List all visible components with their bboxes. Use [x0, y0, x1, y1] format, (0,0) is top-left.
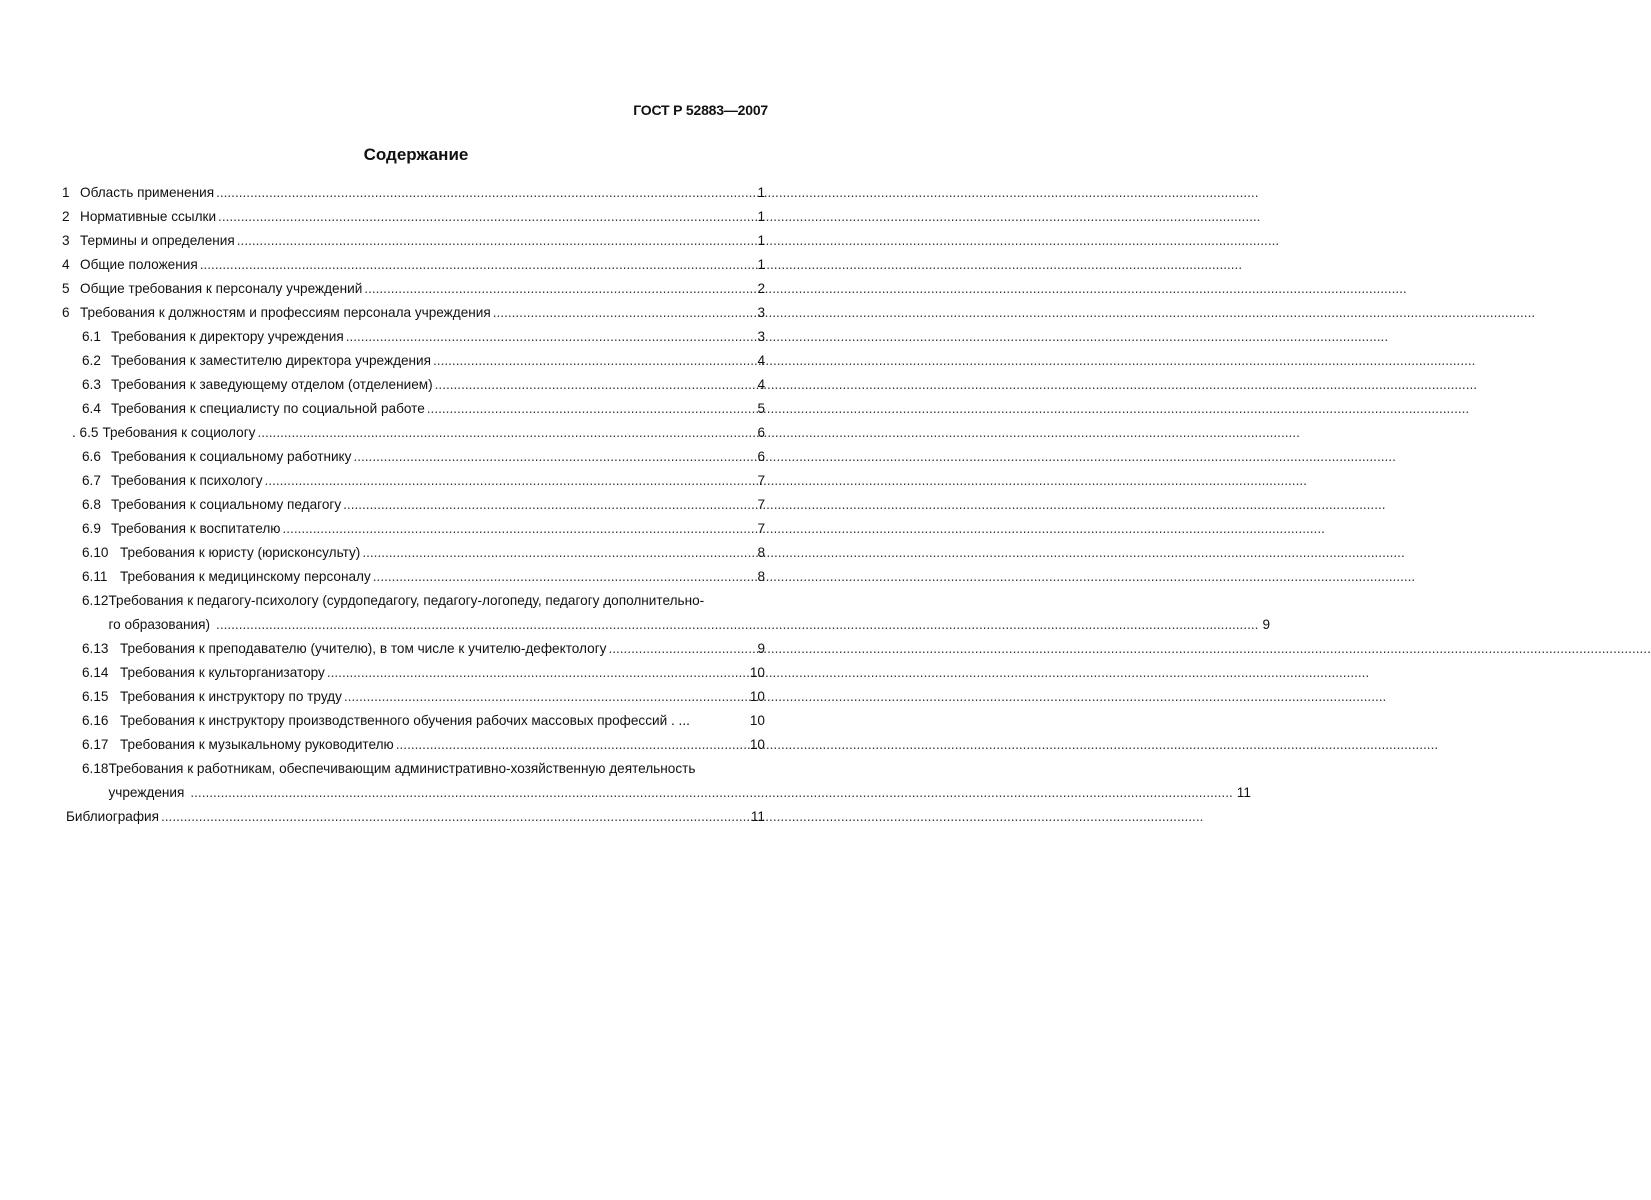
toc-entry [0, 349, 849, 373]
toc-entry [0, 757, 1251, 805]
toc-entry-title: Требования к психологу [111, 473, 263, 488]
toc-entry-page: 8 [757, 569, 765, 584]
toc-entry-page: 7 [757, 473, 765, 488]
toc-entry-number: 6.17 [82, 737, 109, 752]
dot-leader [427, 397, 754, 421]
toc-entry-page: 8 [757, 545, 765, 560]
dot-leader [608, 637, 753, 661]
toc-entry [0, 661, 849, 685]
toc-entry [0, 229, 849, 253]
table-of-contents [0, 181, 1271, 829]
toc-entry-title: Область применения [80, 185, 215, 200]
toc-entry [0, 205, 849, 229]
toc-entry [0, 421, 849, 445]
dot-leader [200, 253, 754, 277]
toc-entry-number: 6 [62, 305, 70, 320]
toc-entry-number: 6.4 [82, 401, 101, 416]
toc-entry-title: Требования к культорганизатору [120, 665, 325, 680]
toc-entry [0, 685, 849, 709]
toc-entry-page: 1 [757, 185, 765, 200]
toc-entry-bibliography [0, 805, 849, 829]
toc-entry-title: Требования к медицинскому персоналу [120, 569, 371, 584]
toc-entry-title: Требования к директору учреждения [111, 329, 344, 344]
toc-entry-page: 4 [757, 353, 765, 368]
toc-entry-title: Общие требования к персоналу учреждений [80, 281, 363, 296]
dot-leader [282, 517, 753, 541]
toc-entry-number: 6.9 [82, 521, 101, 536]
toc-entry-number: 6.14 [82, 665, 109, 680]
dot-leader [327, 661, 746, 685]
toc-entry-number: 6.15 [82, 689, 109, 704]
dot-leader [237, 229, 754, 253]
document-code: ГОСТ Р 52883—2007 [633, 102, 768, 118]
toc-entry [0, 733, 849, 757]
toc-entry-page: 1 [757, 209, 765, 224]
toc-entry-number: 6.2 [82, 353, 101, 368]
toc-entry-title-line1: Требования к работникам, обеспечивающим административно-хозяйственную деятельность [108, 761, 696, 776]
toc-entry-number: 6.13 [82, 641, 109, 656]
toc-entry [0, 541, 849, 565]
dot-leader [362, 541, 753, 565]
toc-entry-page: 9 [757, 641, 765, 656]
toc-entry [0, 397, 849, 421]
toc-entry [0, 709, 849, 733]
toc-entry-page: 3 [757, 305, 765, 320]
toc-entry [0, 445, 849, 469]
toc-entry-page: 10 [749, 737, 765, 752]
toc-entry-page: 9 [1262, 617, 1271, 632]
toc-entry-number: 6.16 [82, 713, 109, 728]
toc-entry-title: Требования к воспитателю [111, 521, 281, 536]
dot-leader [364, 277, 753, 301]
dot-leader [190, 781, 1232, 805]
dot-leader [346, 325, 754, 349]
toc-entry-title: Требования к специалисту по социальной работе [111, 401, 425, 416]
toc-entry-title-line2: учреждения [108, 785, 185, 800]
toc-entry-page: 10 [749, 665, 765, 680]
dot-leader [373, 565, 754, 589]
toc-entry-title: Требования к инструктору по труду [120, 689, 342, 704]
toc-entry-page: 11 [750, 809, 765, 824]
toc-entry-title: Требования к социологу [102, 425, 256, 440]
dot-leader [216, 181, 753, 205]
toc-entry-number: 6.10 [82, 545, 109, 560]
toc-entry-page: 2 [757, 281, 765, 296]
toc-entry [0, 253, 849, 277]
toc-entry-page: 4 [757, 377, 765, 392]
toc-entry [0, 589, 1271, 637]
dot-leader [265, 469, 754, 493]
toc-entry-page: 7 [757, 521, 765, 536]
toc-entry [0, 565, 849, 589]
toc-entry-page: 7 [757, 497, 765, 512]
toc-title: Содержание [363, 145, 469, 164]
toc-entry [0, 637, 849, 661]
toc-entry-title: Нормативные ссылки [80, 209, 217, 224]
dot-leader [344, 685, 746, 709]
toc-entry-title: Требования к заместителю директора учреждения [111, 353, 432, 368]
toc-entry-number: 2 [62, 209, 70, 224]
toc-entry [0, 181, 849, 205]
toc-entry-page: 10 [749, 689, 765, 704]
dot-leader [343, 493, 753, 517]
toc-entry-title: Требования к социальному работнику [111, 449, 352, 464]
toc-entry-page: 6 [757, 449, 765, 464]
toc-entry [0, 301, 849, 325]
toc-entry-page: 11 [1236, 785, 1251, 800]
toc-entry-title: Требования к преподавателю (учителю), в том числе к учителю-дефектологу [120, 641, 607, 656]
dot-leader [433, 349, 753, 373]
toc-entry-title-line1: Требования к педагогу-психологу (сурдопедагогу, педагогу-логопеду, педагогу дополнительно- [108, 593, 705, 608]
dot-leader [161, 805, 747, 829]
toc-entry-number: 4 [62, 257, 70, 272]
dot-leader [353, 445, 753, 469]
toc-entry-title: Требования к музыкальному руководителю [120, 737, 394, 752]
toc-entry-number: 6.18 [82, 761, 109, 776]
toc-entry-number: 6.7 [82, 473, 101, 488]
toc-entry [0, 469, 849, 493]
toc-entry-number: 6.6 [82, 449, 101, 464]
dot-leader [435, 373, 754, 397]
toc-entry-title: Общие положения [80, 257, 198, 272]
toc-entry-number: 6.12 [82, 593, 109, 608]
toc-entry-page: 3 [757, 329, 765, 344]
toc-entry-number: 3 [62, 233, 70, 248]
toc-entry-title: Требования к должностям и профессиям персонала учреждения [80, 305, 491, 320]
toc-entry [0, 493, 849, 517]
dot-leader [257, 421, 753, 445]
toc-entry-number: 1 [62, 185, 70, 200]
dot-leader [218, 205, 753, 229]
toc-entry [0, 325, 849, 349]
toc-entry-page: 1 [757, 257, 765, 272]
toc-entry-title: Библиография [66, 809, 159, 824]
toc-entry-number: 6.11 [82, 569, 108, 584]
toc-entry [0, 517, 849, 541]
toc-entry [0, 373, 849, 397]
toc-entry-number: . 6.5 [72, 425, 99, 440]
toc-entry-title: Термины и определения [80, 233, 235, 248]
toc-entry-number: 5 [62, 281, 70, 296]
toc-entry-title: Требования к заведующему отделом (отделением) [111, 377, 433, 392]
dot-leader [396, 733, 746, 757]
toc-entry-page: 5 [757, 401, 765, 416]
toc-entry [0, 277, 849, 301]
toc-entry-title: Требования к социальному педагогу [111, 497, 342, 512]
dot-leader [216, 613, 1258, 637]
dot-leader [493, 301, 754, 325]
toc-entry-number: 6.1 [82, 329, 101, 344]
toc-entry-number: 6.8 [82, 497, 101, 512]
toc-entry-number: 6.3 [82, 377, 101, 392]
toc-entry-page: 10 [749, 713, 765, 728]
toc-entry-title-line2: го образования) [108, 617, 211, 632]
toc-entry-title: Требования к юристу (юрисконсульту) [120, 545, 361, 560]
toc-entry-page: 6 [757, 425, 765, 440]
toc-entry-page: 1 [757, 233, 765, 248]
toc-entry-title: Требования к инструктору производственного обучения рабочих массовых профессий . ... [120, 713, 690, 728]
